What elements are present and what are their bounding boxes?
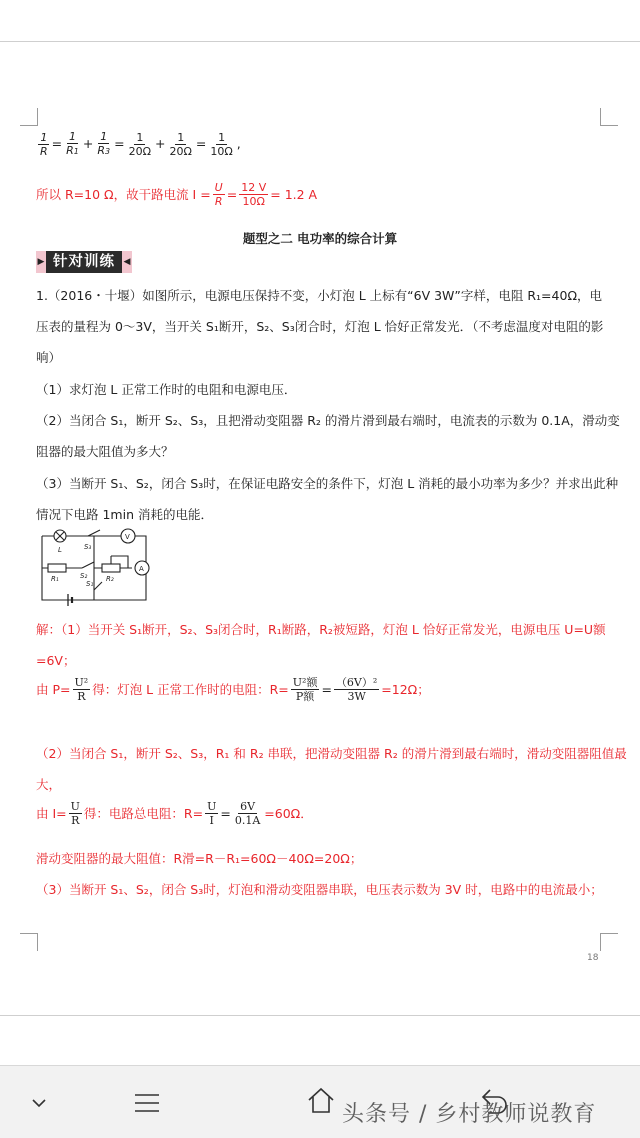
solution-line-5: 大， [36, 777, 62, 792]
question-line-3: 响） [36, 350, 62, 365]
crop-mark-bottom-left [20, 933, 38, 951]
solution-line-1: 解：（1）当开关 S₁断开，S₂、S₃闭合时，R₁断路，R₂被短路，灯泡 L 恰好正常发光，电源电压 U=U额 [36, 622, 606, 637]
circuit-label-r2: R₂ [106, 575, 114, 583]
formula-parallel-resistance: $\frac{1}{R}$ = $\frac{1}{R1}$ + $\frac{1}{R3}$ = $\frac{1}{20\Omega}$ + $\frac{1}{20\Omega}$ = $\frac{1}{10\Omega}$ , [40, 130, 241, 158]
home-icon[interactable] [306, 1086, 336, 1114]
badge-right-arrow-icon: ◀ [122, 251, 132, 273]
page-number: 18 [587, 953, 599, 963]
circuit-label-l: L [58, 546, 62, 554]
question-part-2-line-1: （2）当闭合 S₁，断开 S₂、S₃，且把滑动变阻器 R₂ 的滑片滑到最右端时，电流表的示数为 0.1A，滑动变 [36, 413, 620, 428]
question-part-3-line-1: （3）当断开 S₁、S₂，闭合 S₃时，在保证电路安全的条件下，灯泡 L 消耗的最小功率为多少？并求出此种 [36, 476, 619, 491]
solution-line-2: =6V； [36, 653, 76, 668]
bottom-divider [0, 1015, 640, 1016]
circuit-label-a: A [139, 565, 144, 573]
formula-trunk-current: 所以 R=10 Ω，故干路电流 I = $\frac{U}{R}$ = $\frac{12 V}{10\Omega}$ = 1.2 A [36, 181, 318, 208]
solution-line-8: （3）当断开 S₁、S₂，闭合 S₃时，灯泡和滑动变阻器串联，电压表示数为 3V 时，电路中的电流最小； [36, 882, 603, 897]
circuit-label-r1: R₁ [51, 575, 59, 583]
circuit-label-s3: S₃ [84, 543, 92, 551]
question-part-2-line-2: 阻器的最大阻值为多大？ [36, 444, 174, 459]
solution-formula-total-resistance: 由 I= $\frac{U}{R}$ 得：电路总电阻：R= $\frac{U}{I}$ = $\frac{6V}{0.1A}$ =60Ω． [36, 800, 313, 827]
badge-left-arrow-icon: ▶ [36, 251, 46, 273]
top-divider [0, 41, 640, 42]
question-part-1: （1）求灯泡 L 正常工作时的电阻和电源电压． [36, 382, 297, 397]
question-line-1: 1.（2016・十堰）如图所示，电源电压保持不变，小灯泡 L 上标有“6V 3W”字样，电阻 R₁=40Ω，电 [36, 288, 602, 303]
circuit-label-s2: S₂ [80, 572, 88, 580]
watermark: 头条号 / 乡村教师说教育 [342, 1102, 597, 1127]
circuit-label-s1: S₁ [86, 580, 94, 588]
chevron-down-icon[interactable] [31, 1098, 47, 1108]
solution-line-7: 滑动变阻器的最大阻值：R滑=R－R₁=60Ω－40Ω=20Ω； [36, 851, 363, 866]
circuit-label-v: V [125, 533, 130, 541]
practice-badge [36, 251, 141, 273]
question-part-3-line-2: 情况下电路 1min 消耗的电能． [36, 507, 213, 522]
question-line-2: 压表的量程为 0～3V，当开关 S₁断开，S₂、S₃闭合时，灯泡 L 恰好正常发光．（不考虑温度对电阻的影 [36, 319, 604, 334]
circuit-diagram [36, 528, 162, 606]
menu-icon[interactable] [133, 1092, 161, 1114]
crop-mark-bottom-right [600, 933, 618, 951]
crop-mark-top-left [20, 108, 38, 126]
badge-label: 针对训练 [46, 251, 122, 273]
section-title: 题型之二 电功率的综合计算 [242, 231, 398, 246]
solution-formula-lamp-resistance: 由 P= $\frac{\text{U²}}{R}$ 得：灯泡 L 正常工作时的电阻：R= $\frac{\text{U²额}}{\text{P额}}$ = $\frac{\text{（6V）²}}{3W}$ =12Ω； [36, 676, 430, 703]
solution-line-4: （2）当闭合 S₁，断开 S₂、S₃，R₁ 和 R₂ 串联，把滑动变阻器 R₂ 的滑片滑到最右端时，滑动变阻器阻值最 [36, 746, 627, 761]
crop-mark-top-right [600, 108, 618, 126]
